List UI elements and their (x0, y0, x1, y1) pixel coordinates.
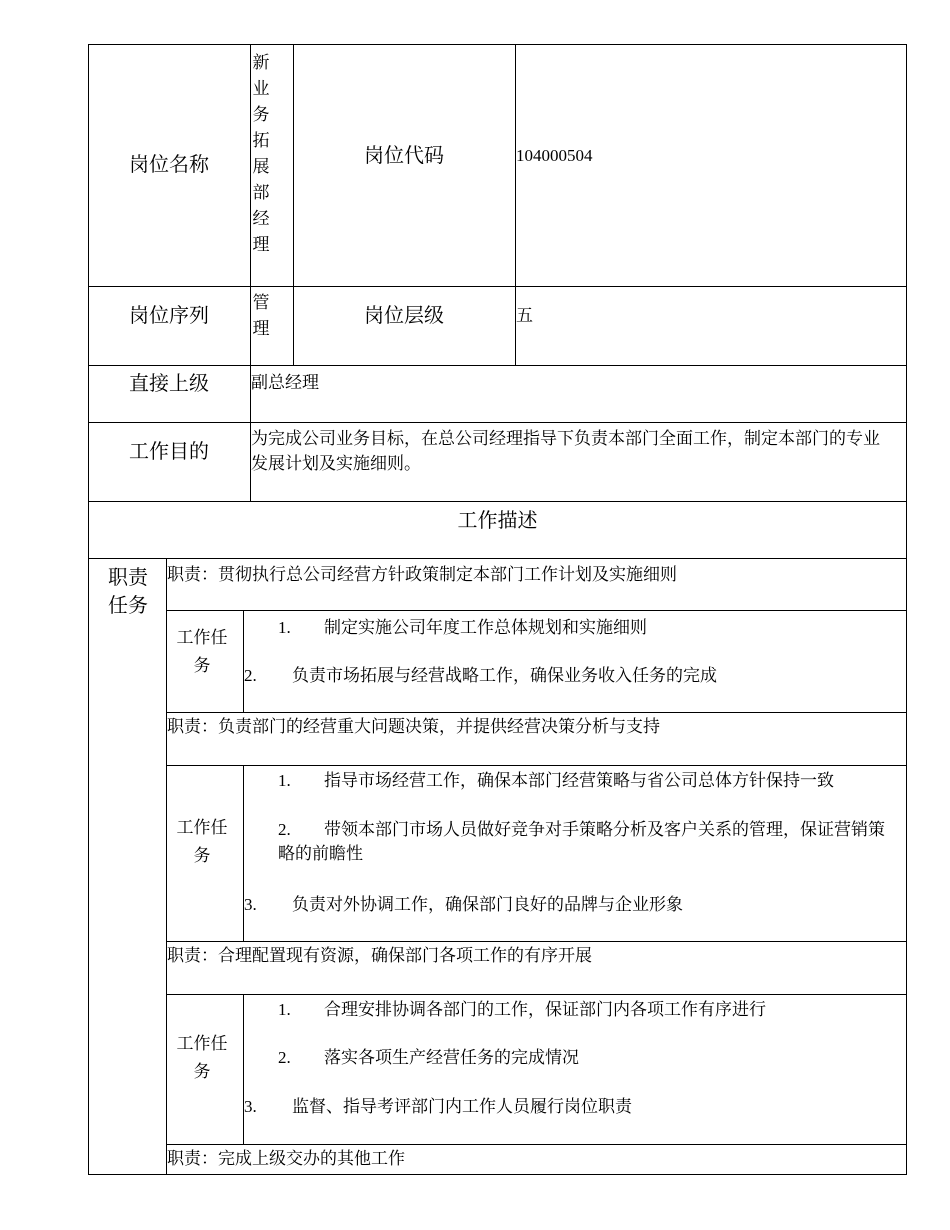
task-item (278, 769, 834, 793)
duty-row: 职责：合理配置现有资源，确保部门各项工作的有序开展 (167, 946, 592, 965)
post-name-label: 岗位名称 (129, 154, 209, 176)
section-title: 工作描述 (457, 510, 538, 532)
superior-value: 副总经理 (251, 373, 319, 392)
table-border (166, 994, 907, 995)
task-text: 负责市场拓展与经营战略工作，确保业务收入任务的完成 (292, 666, 717, 685)
task-number: 1. (278, 1000, 291, 1019)
table-border (166, 765, 907, 766)
table-border (166, 712, 907, 713)
table-border (243, 610, 244, 713)
task-number: 1. (278, 618, 291, 637)
duty-column-label: 职责任务 (108, 567, 148, 617)
task-label: 工作任务 (176, 628, 228, 675)
task-text: 监督、指导考评部门内工作人员履行岗位职责 (292, 1097, 632, 1116)
duty-row: 职责：贯彻执行总公司经营方针政策制定本部门工作计划及实施细则 (167, 565, 677, 584)
task-label: 工作任务 (176, 818, 228, 865)
table-border (88, 558, 907, 559)
task-text: 落实各项生产经营任务的完成情况 (324, 1048, 579, 1067)
table-border (166, 610, 907, 611)
task-text: 负责对外协调工作，确保部门良好的品牌与企业形象 (292, 895, 683, 914)
purpose-label: 工作目的 (129, 441, 209, 463)
task-number: 1. (278, 771, 291, 790)
superior-label: 直接上级 (129, 373, 209, 395)
task-item (278, 998, 766, 1022)
table-border (166, 941, 907, 942)
post-name-value: 新业务拓展部经理 (252, 53, 270, 254)
purpose-value: 为完成公司业务目标，在总公司经理指导下负责本部门全面工作，制定本部门的专业发展计划及实施细则。 (251, 429, 880, 473)
post-level-label: 岗位层级 (364, 305, 444, 327)
table-border (243, 994, 244, 1145)
task-item (278, 818, 888, 866)
task-text: 合理安排协调各部门的工作，保证部门内各项工作有序进行 (324, 1000, 766, 1019)
task-number: 3. (244, 1097, 257, 1116)
post-series-label: 岗位序列 (129, 305, 209, 327)
task-number: 2. (278, 1048, 291, 1067)
task-text: 指导市场经营工作，确保本部门经营策略与省公司总体方针保持一致 (324, 771, 834, 790)
table-border (166, 1144, 907, 1145)
task-item (278, 616, 647, 640)
task-item (244, 1095, 632, 1119)
post-series-value: 管理 (252, 293, 270, 338)
task-text: 带领本部门市场人员做好竞争对手策略分析及客户关系的管理，保证营销策略的前瞻性 (278, 820, 885, 863)
duty-row: 职责：完成上级交办的其他工作 (167, 1149, 405, 1168)
task-number: 2. (278, 820, 291, 839)
task-text: 制定实施公司年度工作总体规划和实施细则 (324, 618, 647, 637)
task-item (244, 893, 683, 917)
task-label: 工作任务 (176, 1034, 228, 1081)
post-code-label: 岗位代码 (364, 145, 444, 167)
duty-row: 职责：负责部门的经营重大问题决策，并提供经营决策分析与支持 (167, 717, 660, 736)
table-border (88, 1174, 907, 1175)
task-item (278, 1046, 579, 1070)
post-level-value: 五 (516, 306, 533, 325)
post-code-value: 104000504 (516, 146, 593, 165)
task-number: 2. (244, 666, 257, 685)
table-border (166, 558, 167, 1175)
task-number: 3. (244, 895, 257, 914)
task-item (244, 664, 717, 688)
